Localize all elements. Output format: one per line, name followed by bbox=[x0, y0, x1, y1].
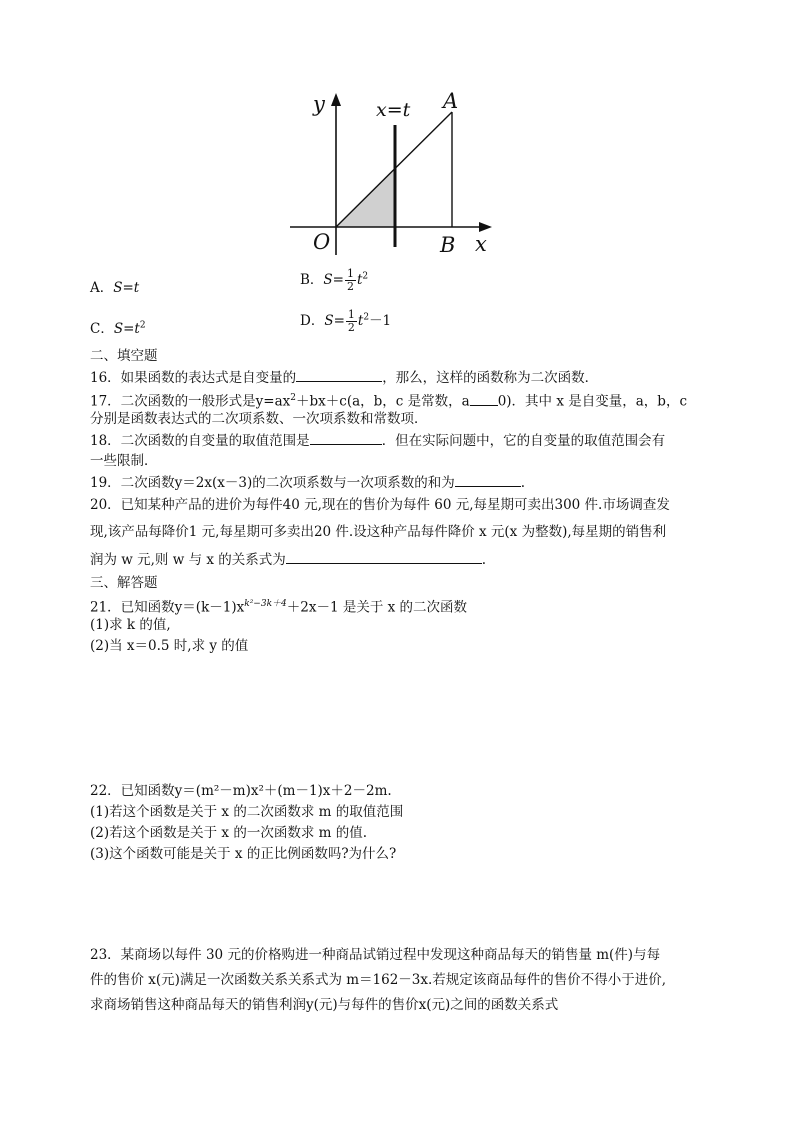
origin-label: O bbox=[313, 230, 331, 254]
question-22-part3: (3)这个函数可能是关于 x 的正比例函数吗?为什么? bbox=[90, 846, 397, 862]
option-a: A．S=t bbox=[90, 280, 140, 296]
option-b: B．S= $\frac{1}{2}$ $t^2$ bbox=[300, 267, 369, 293]
question-17-line2: 分别是函数表达式的二次项系数、一次项系数和常数项． bbox=[90, 411, 428, 427]
section3-heading: 三、解答题 bbox=[90, 575, 158, 591]
y-axis-arrow bbox=[331, 93, 341, 106]
x-axis-label: x bbox=[475, 232, 487, 256]
question-20-line3: 润为 w 元,则 w 与 x 的关系式为 . bbox=[90, 549, 486, 570]
question-19: 19．二次函数y＝2x(x－3)的二次项系数与一次项系数的和为 . bbox=[90, 472, 525, 493]
x-axis-arrow bbox=[479, 222, 492, 232]
question-21-part2: (2)当 x＝0.5 时,求 y 的值 bbox=[90, 638, 249, 654]
question-16: 16．如果函数的表达式是自变量的 ，那么，这样的函数称为二次函数． bbox=[90, 367, 598, 388]
question-22-part2: (2)若这个函数是关于 x 的一次函数求 m 的值. bbox=[90, 825, 367, 841]
point-a-label: A bbox=[443, 89, 459, 113]
question-22-part1: (1)若这个函数是关于 x 的二次函数求 m 的取值范围 bbox=[90, 804, 404, 820]
question-22: 22．已知函数y＝(m²－m)x²＋(m－1)x＋2－2m. bbox=[90, 783, 392, 799]
question-21: 21．已知函数$y=(k-1)x^{k^2-3k+4}+2x-1$ 是关于 x 的二次函数 bbox=[90, 599, 468, 616]
question-17-line1: 17．二次函数的一般形式是$y=ax^2+bx+c(a$，b，c 是常数，a 0)．其中 x 是自变量，a，b，c bbox=[90, 388, 687, 412]
question-20-line2: 现,该产品每降价1 元,每星期可多卖出20 件.设这种产品每件降价 x 元(x 为整数),每星期的销售利 bbox=[90, 524, 667, 540]
answer-blank[interactable] bbox=[455, 472, 521, 487]
line-label: x=t bbox=[376, 99, 411, 121]
question-23-line3: 求商场销售这种商品每天的销售利润y(元)与每件的售价x(元)之间的函数关系式 bbox=[90, 997, 559, 1013]
section2-heading: 二、填空题 bbox=[90, 348, 158, 364]
question-18-line2: 一些限制． bbox=[90, 453, 158, 469]
y-axis-label: y bbox=[313, 92, 325, 116]
question-23-line2: 件的售价 x(元)满足一次函数关系关系式为 m＝162－3x.若规定该商品每件的售价不得小于进价, bbox=[90, 972, 667, 988]
question-23-line1: 23．某商场以每件 30 元的价格购进一种商品试销过程中发现这种商品每天的销售量 m(件)与每 bbox=[90, 947, 661, 963]
answer-blank[interactable] bbox=[310, 430, 382, 445]
answer-blank[interactable] bbox=[470, 391, 498, 406]
point-b-label: B bbox=[440, 233, 456, 257]
question-20-line1: 20．已知某种产品的进价为每件40 元,现在的售价为每件 60 元,每星期可卖出300 件.市场调查发 bbox=[90, 497, 670, 513]
option-c: C．$S=t^2$ bbox=[90, 320, 146, 337]
option-d: D．S= $\frac{1}{2}$ $t^2-1$ bbox=[300, 308, 392, 334]
answer-blank[interactable] bbox=[286, 549, 482, 564]
question-21-part1: (1)求 k 的值, bbox=[90, 617, 171, 633]
question-18-line1: 18．二次函数的自变量的取值范围是 ．但在实际问题中，它的自变量的取值范围会有 bbox=[90, 430, 665, 451]
answer-blank[interactable] bbox=[296, 367, 382, 382]
